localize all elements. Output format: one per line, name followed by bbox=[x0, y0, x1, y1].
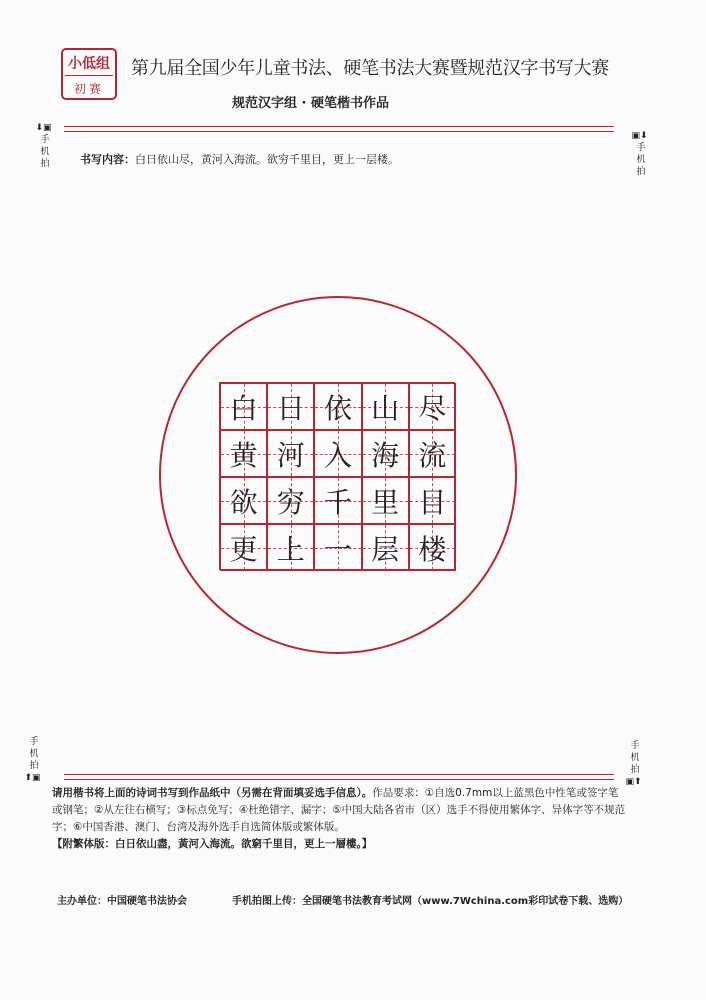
handwritten-character: 流 bbox=[418, 438, 447, 472]
grid-cell bbox=[220, 383, 267, 430]
grid-cell bbox=[362, 430, 409, 477]
handwritten-character: 穷 bbox=[276, 485, 305, 519]
grid-cell bbox=[409, 383, 456, 430]
photo-mark-top-left bbox=[35, 122, 52, 170]
page-subtitle: 规范汉字组 · 硬笔楷书作品 bbox=[232, 96, 389, 111]
photo-mark-label: 手机拍 bbox=[636, 143, 646, 177]
handwritten-character: 尽 bbox=[418, 391, 447, 425]
handwritten-character: 海 bbox=[371, 438, 400, 472]
grid-cell bbox=[220, 524, 267, 571]
handwritten-character: 黄 bbox=[229, 438, 258, 472]
handwritten-character: 上 bbox=[276, 532, 305, 566]
grid-cell bbox=[409, 524, 456, 571]
group-label: 小低组 bbox=[68, 56, 110, 72]
handwritten-character: 楼 bbox=[418, 532, 447, 566]
handwritten-character: 日 bbox=[276, 391, 305, 425]
grid-cell bbox=[314, 430, 361, 477]
handwritten-character: 入 bbox=[323, 438, 352, 472]
group-badge bbox=[61, 48, 117, 100]
grid-cell bbox=[267, 477, 314, 524]
grid-cell bbox=[267, 383, 314, 430]
handwritten-character: 河 bbox=[276, 438, 305, 472]
round-label: 初赛 bbox=[73, 82, 104, 96]
handwritten-character: 山 bbox=[371, 391, 400, 425]
grid-cell bbox=[267, 524, 314, 571]
photo-mark-bottom-right bbox=[625, 740, 642, 788]
grid-cell bbox=[220, 430, 267, 477]
handwritten-character: 一 bbox=[323, 532, 352, 566]
handwritten-character: 更 bbox=[229, 532, 258, 566]
grid-cell bbox=[362, 383, 409, 430]
requirements bbox=[52, 785, 627, 853]
handwritten-character: 千 bbox=[323, 485, 352, 519]
handwritten-character: 依 bbox=[323, 391, 352, 425]
photo-mark-label: 手机拍 bbox=[29, 737, 39, 771]
handwritten-character: 目 bbox=[418, 485, 447, 519]
writing-content-text: 白日依山尽，黄河入海流。欲穷千里目，更上一层楼。 bbox=[135, 153, 399, 166]
camera-upload-icon: ▣⬆ bbox=[625, 777, 642, 787]
traditional-version: 【附繁体版：白日依山盡，黃河入海流。欲窮千里目，更上一層樓。】 bbox=[52, 838, 373, 850]
photo-mark-label: 手机拍 bbox=[630, 741, 640, 775]
bottom-divider bbox=[64, 774, 614, 780]
handwritten-character: 层 bbox=[371, 532, 400, 566]
requirements-lead: 请用楷书将上面的诗词书写到作品纸中（另需在背面填妥选手信息）。 bbox=[52, 787, 373, 799]
handwritten-character: 里 bbox=[371, 485, 400, 519]
grid-cell bbox=[362, 524, 409, 571]
requirements-body: 作品要求：①自选0.7mm以上蓝黑色中性笔或签字笔或钢笔；②从左往右横写；③标点免写；④杜绝错字、漏字；⑤中国大陆各省市（区）选手不得使用繁体字、异体字等不规范字；⑥中国香港、澳门、台湾及海外选手自选简体版或繁体版。 bbox=[52, 787, 626, 833]
grid-cell bbox=[220, 477, 267, 524]
camera-upload-icon: ⬆▣ bbox=[24, 773, 41, 783]
grid-cell bbox=[409, 477, 456, 524]
grid-cell bbox=[267, 430, 314, 477]
grid-cell bbox=[409, 430, 456, 477]
writing-grid bbox=[219, 382, 455, 570]
organizer: 主办单位：中国硬笔书法协会 bbox=[57, 896, 187, 907]
upload-info: 手机拍图上传：全国硬笔书法教育考试网（www.7Wchina.com彩印试卷下载、选购） bbox=[232, 896, 629, 907]
photo-mark-bottom-left bbox=[24, 736, 41, 784]
photo-mark-top-right bbox=[631, 130, 648, 178]
handwritten-character: 白 bbox=[229, 391, 258, 425]
top-divider bbox=[64, 126, 614, 132]
photo-mark-label: 手机拍 bbox=[40, 135, 50, 169]
handwritten-character: 欲 bbox=[229, 485, 258, 519]
camera-download-icon: ⬇▣ bbox=[35, 123, 52, 133]
camera-download-icon: ▣⬇ bbox=[631, 131, 648, 141]
grid-cell bbox=[314, 524, 361, 571]
writing-content bbox=[80, 151, 399, 167]
grid-cell bbox=[314, 477, 361, 524]
badge-divider bbox=[65, 75, 113, 76]
grid-cell bbox=[362, 477, 409, 524]
grid-cell bbox=[314, 383, 361, 430]
page-title: 第九届全国少年儿童书法、硬笔书法大赛暨规范汉字书写大赛 bbox=[131, 58, 609, 79]
writing-content-label: 书写内容： bbox=[80, 153, 135, 166]
